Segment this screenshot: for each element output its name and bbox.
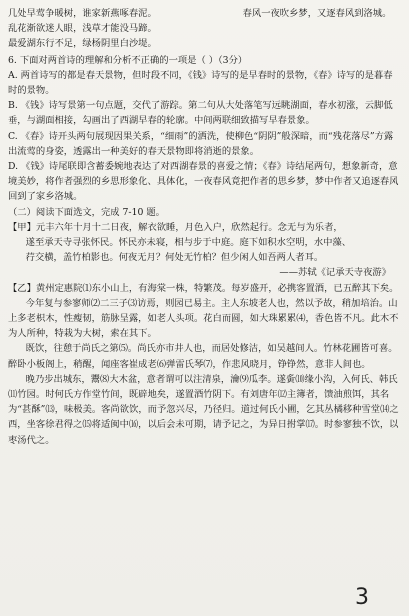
section-heading: （二）阅读下面选文，完成 7-10 题。 <box>8 206 165 218</box>
page-number: 3 <box>355 585 369 610</box>
passage-jia-line: 荇交横，盖竹柏影也。何夜无月？何处无竹柏？但少闲人如吾两人者耳。 <box>25 252 324 264</box>
passage-jia-line: 【甲】元丰六年十月十二日夜，解衣欲睡，月色入户，欣然起行。念无与为乐者， <box>8 221 343 233</box>
passage-yi-paragraph: 【乙】黄州定惠院⑴东小山上，有海棠一株，特繁茂。每岁盛开，必携客置酒，已五醉其下矣。 <box>8 282 399 294</box>
question-6-option-d: D. 《钱》诗尾联即含蓄委婉地表达了对西湖春景的喜爱之情；《春》诗结尾两句，想象新奇，意境美妙，将作者强烈的乡思形象化、具体化，一夜春风竟把作者的思乡梦，梦中作者又追逐春风回到了家乡洛城。 <box>8 161 399 203</box>
poem-line: 几处早莺争暖树，谁家新燕啄春泥。 <box>8 8 157 19</box>
question-6-stem: 6. 下面对两首诗的理解和分析不正确的一项是（ ）（3分） <box>8 54 248 66</box>
poem-left <box>8 6 235 52</box>
poem-line: 最爱湖东行不足，绿杨阴里白沙堤。 <box>8 38 157 50</box>
passage-jia-source: ——苏轼《记承天寺夜游》 <box>279 267 391 279</box>
passage-jia-line: 遂至承天寺寻张怀民。怀民亦未寝，相与步于中庭。庭下如积水空明，水中藻、 <box>25 237 352 249</box>
passage-yi-paragraph: 今年复与参寥师⑵二三子⑶访焉，则园已易主。主人东坡老人也，然以予故，稍加培治。山上多老枳木，性瘦韧，筋脉呈露，如老人头项。花白而圆，如大珠累累⑷，香色皆不凡。此木不为人所种，特栽为大树，索在其下。 <box>8 297 399 340</box>
poem-block <box>8 6 399 52</box>
question-6-option-a: A. 两首诗写的都是春天景物，但时段不同，《钱》诗写的是早春时的景物，《春》诗写的是暮春时的景物。 <box>8 69 393 97</box>
poem-line: 乱花渐欲迷人眼，浅草才能没马蹄。 <box>8 23 157 35</box>
poem-line: 春风一夜吹乡梦，又逐春风到洛城。 <box>242 8 392 19</box>
passage-yi-paragraph: 晚乃步出城东，鬻⑻大木盆，意者谓可以注清泉，瀹⑼瓜李。遂夤⑽缘小沟，入何氏、韩氏⑾竹园。时何氏方作堂竹间，既辟地矣，遂置酒竹阴下。有刘唐年⑿主簿者，馈油煎饵，其名为“甚酥”⒀，味极美。客尚欲饮，而予忽兴尽，乃径归。道过何氏小圃，乞其丛橘移种雪堂⒁之西，坐客徐君得之⒂将适闽中⒃，以后会未可期，请予记之，为异日拊掌⒄。时参寥独不饮，以枣汤代之。 <box>8 373 399 446</box>
poem-right <box>243 6 399 52</box>
question-6-option-c: C. 《春》诗开头两句展现因果关系，“细雨”的洒洗，使柳色“阴阴”般深暗，而“残花落尽”方露出流莺的身姿，透露出一种美好的春天景物即将消逝的景象。 <box>8 130 394 157</box>
passage-yi-paragraph: 既饮，往憩于尚氏之第⑸。尚氏亦市井人也，而居处修洁，如吴越间人。竹林花圃皆可喜。醉卧小板阁上，稍醒，闻座客崔成老⑹弹雷氏琴⑺，作悲风晓月，铮铮然，意非人间也。 <box>8 343 398 370</box>
question-6-option-b: B. 《钱》诗写景第一句点题，交代了游踪。第二句从大处落笔写远眺湖面，春水初涨，云脚低垂，与湖面相接，勾画出了西湖早春的轮廓。中间两联细致描写早春景象。 <box>8 100 393 127</box>
